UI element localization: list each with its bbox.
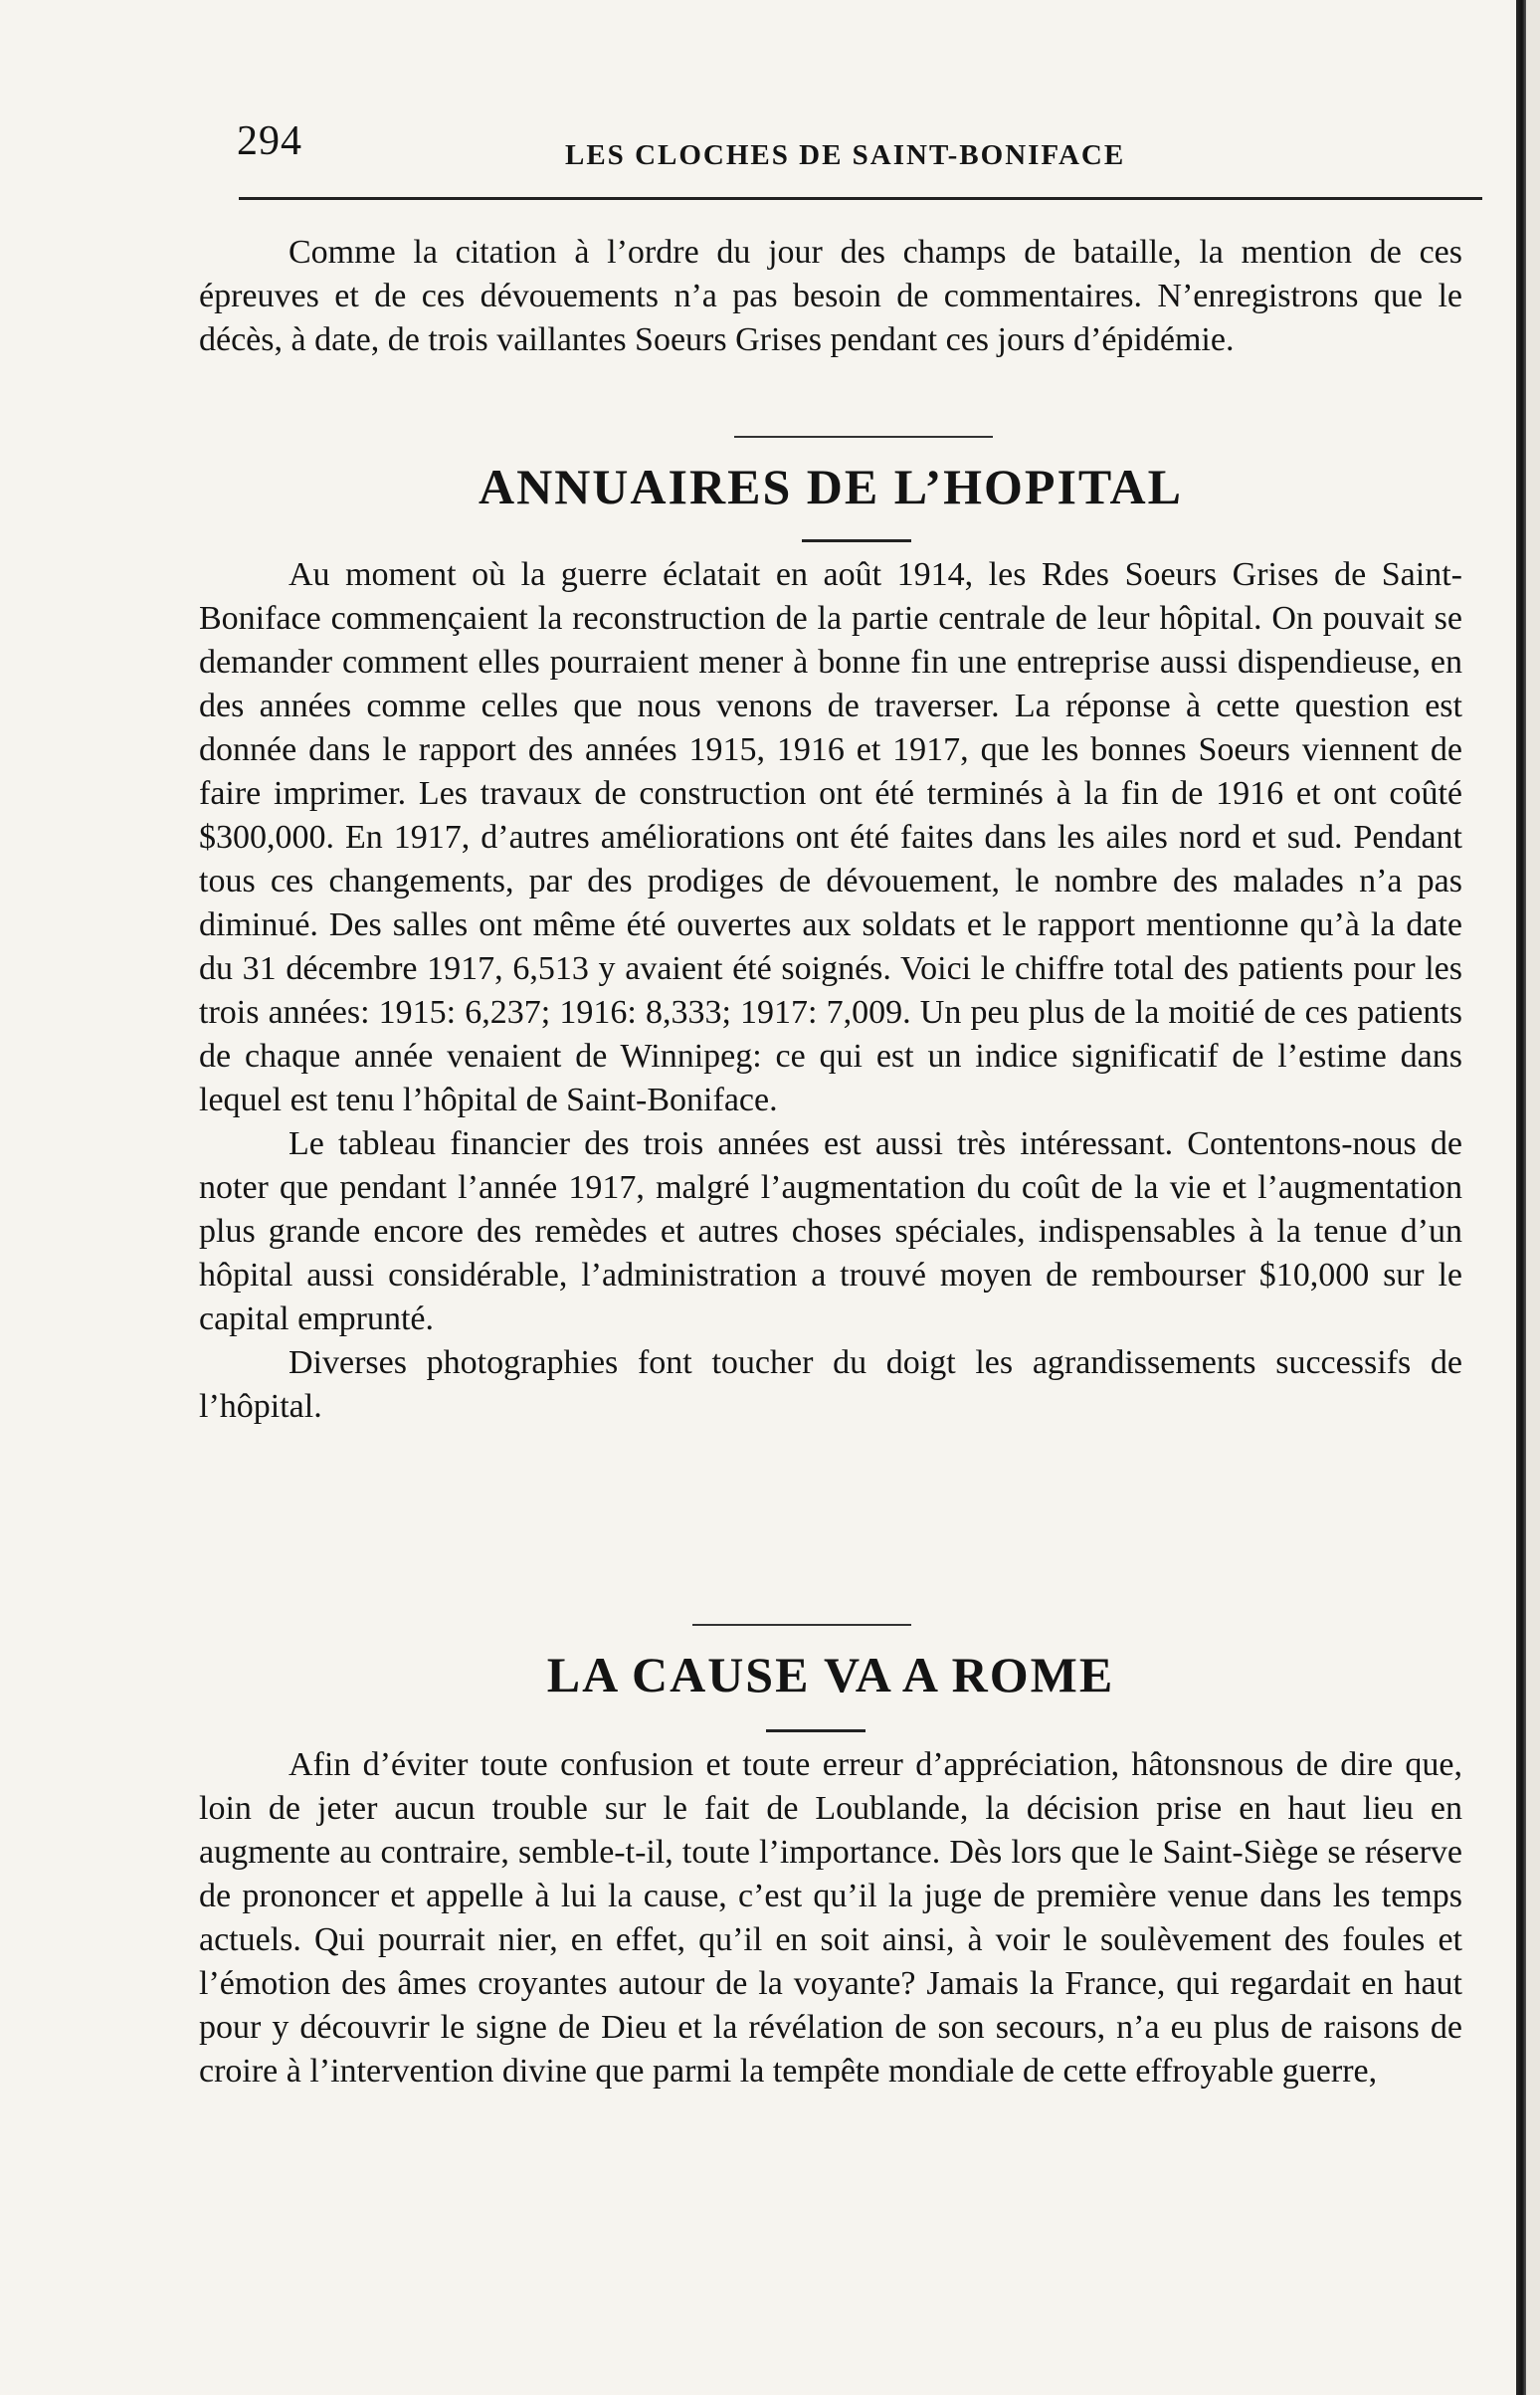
section-title-underline-2 xyxy=(766,1729,866,1732)
section-separator-2 xyxy=(692,1624,911,1626)
section-separator xyxy=(734,436,993,438)
page-header xyxy=(237,117,1480,197)
header-rule xyxy=(239,197,1482,200)
intro-paragraph: Comme la citation à l’ordre du jour des champs de bataille, la mention de ces épreuves et de ces dévouements n’a pas besoin de commentaires. N’enregistrons que le décès, à date, de trois vaillantes Soeurs Grises pendant ces jours d’épidémie. xyxy=(199,234,1462,358)
annuaires-paragraph-2: Le tableau financier des trois années est aussi très intéressant. Contentons-nous de noter que pendant l’année 1917, malgré l’augmentation du coût de la vie et l’augmentation plus grande encore des remèdes et autres choses spéciales, indispensables à la tenue d’un hôpital aussi considérable, l’administration a trouvé moyen de rembourser $10,000 sur le capital emprunté. xyxy=(199,1125,1462,1337)
section-la-cause-body xyxy=(199,1743,1462,2094)
annuaires-paragraph-1: Au moment où la guerre éclatait en août 1914, les Rdes Soeurs Grises de Saint-Boniface commençaient la reconstruction de la partie centrale de leur hôpital. On pouvait se demander comment elles pourraient mener à bonne fin une entreprise aussi dispendieuse, en des années comme celles que nous venons de traverser. La réponse à cette question est donnée dans le rapport des années 1915, 1916 et 1917, que les bonnes Soeurs viennent de faire imprimer. Les travaux de construction ont été terminés à la fin de 1916 et ont coûté $300,000. En 1917, d’autres améliorations ont été faites dans les ailes nord et sud. Pendant tous ces changements, par des prodiges de dévouement, le nombre des malades n’a pas diminué. Des salles ont même été ouvertes aux soldats et le rapport mentionne qu’à la date du 31 décembre 1917, 6,513 y avaient été soignés. Voici le chiffre total des patients pour les trois années: 1915: 6,237; 1916: 8,333; 1917: 7,009. Un peu plus de la moitié de ces patients de chaque année venaient de Winnipeg: ce qui est un indice significatif de l’estime dans lequel est tenu l’hôpital de Saint-Boniface. xyxy=(199,556,1462,1118)
section-title-la-cause: LA CAUSE VA A ROME xyxy=(546,1647,1115,1702)
page-edge xyxy=(1526,0,1540,2395)
page-number: 294 xyxy=(237,118,302,164)
section-title-underline xyxy=(802,539,911,542)
book-spine-shadow xyxy=(1516,0,1526,2395)
running-title: LES CLOCHES DE SAINT-BONIFACE xyxy=(565,139,1126,171)
intro-block xyxy=(199,231,1462,362)
section-title-annuaires: ANNUAIRES DE L’HOPITAL xyxy=(478,459,1183,514)
annuaires-paragraph-3: Diverses photographies font toucher du doigt les agrandissements successifs de l’hôpital. xyxy=(199,1344,1462,1425)
la-cause-paragraph-1: Afin d’éviter toute confusion et toute erreur d’appréciation, hâtonsnous de dire que, loin de jeter aucun trouble sur le fait de Loublande, la décision prise en haut lieu en augmente au contraire, semble-t-il, toute l’importance. Dès lors que le Saint-Siège se réserve de prononcer et appelle à lui la cause, c’est qu’il la juge de première venue dans les temps actuels. Qui pourrait nier, en effet, qu’il en soit ainsi, à voir le soulèvement des foules et l’émotion des âmes croyantes autour de la voyante? Jamais la France, qui regardait en haut pour y découvrir le signe de Dieu et la révélation de son secours, n’a eu plus de raisons de croire à l’intervention divine que parmi la tempête mondiale de cette effroyable guerre, xyxy=(199,1746,1462,2090)
section-annuaires-body xyxy=(199,553,1462,1429)
